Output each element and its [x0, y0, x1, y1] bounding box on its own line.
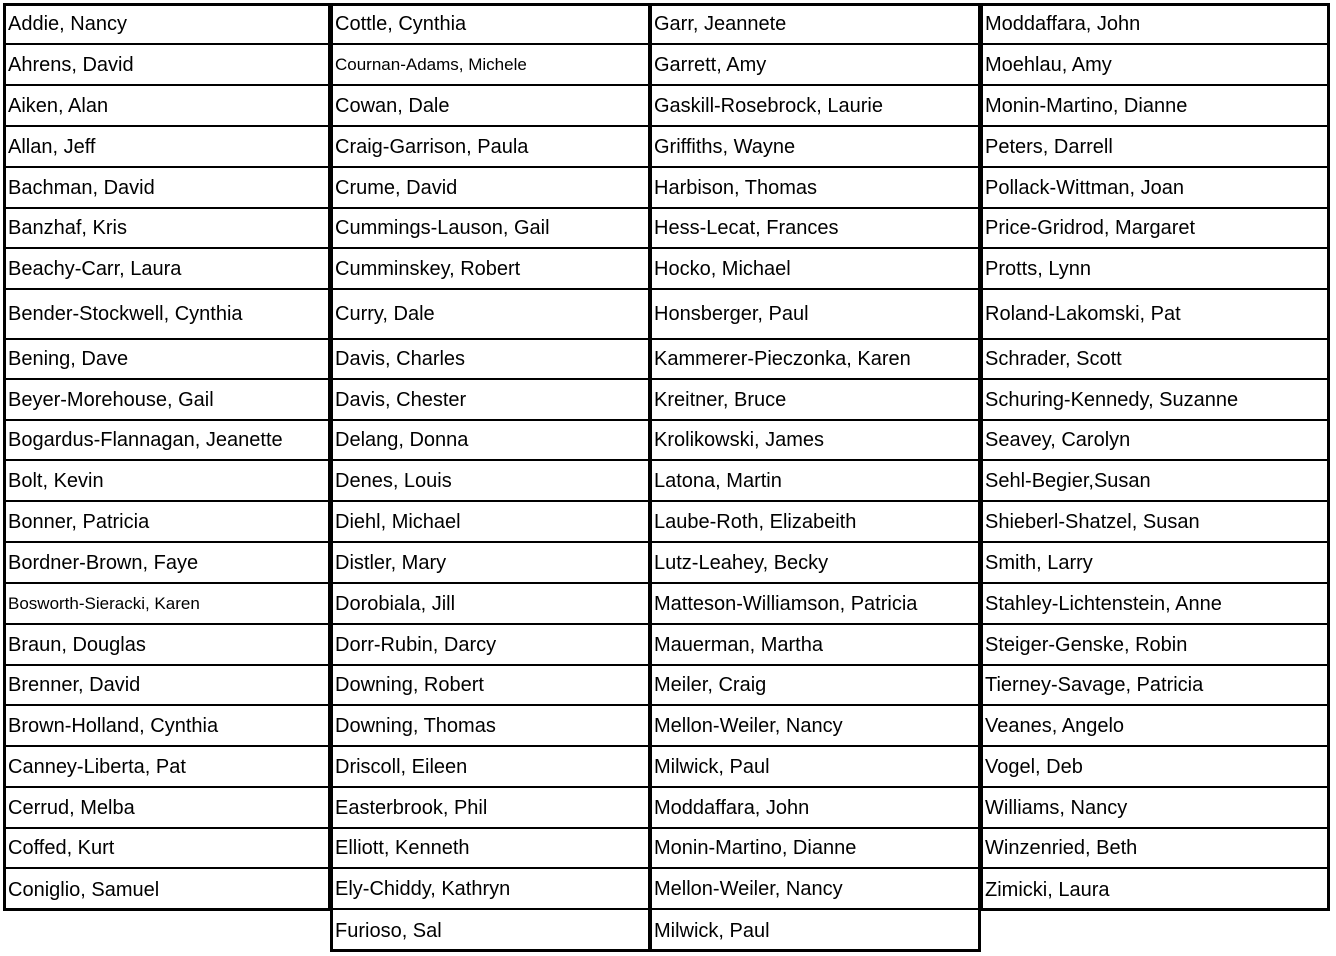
name-cell: Vogel, Deb: [983, 747, 1327, 788]
name-cell: Bening, Dave: [6, 340, 328, 380]
name-column-1: [3, 3, 331, 911]
name-cell: Kreitner, Bruce: [652, 380, 978, 421]
name-cell: Smith, Larry: [983, 543, 1327, 584]
name-cell: Addie, Nancy: [6, 5, 328, 45]
name-cell: Mauerman, Martha: [652, 625, 978, 666]
name-cell: Cowan, Dale: [333, 86, 648, 127]
name-cell: Griffiths, Wayne: [652, 127, 978, 168]
name-cell: Bosworth-Sieracki, Karen: [6, 584, 328, 625]
name-cell: Milwick, Paul: [654, 919, 770, 942]
name-cell: Meiler, Craig: [652, 666, 978, 706]
name-cell: Mellon-Weiler, Nancy: [652, 706, 978, 747]
name-cell: Cumminskey, Robert: [333, 249, 648, 290]
name-cell: Gaskill-Rosebrock, Laurie: [652, 86, 978, 127]
name-cell: Pollack-Wittman, Joan: [983, 168, 1327, 209]
name-cell: Diehl, Michael: [333, 502, 648, 543]
name-cell: Schuring-Kennedy, Suzanne: [983, 380, 1327, 421]
name-cell: Bogardus-Flannagan, Jeanette: [6, 421, 328, 461]
name-cell: Kammerer-Pieczonka, Karen: [652, 340, 978, 380]
name-cell: Cummings-Lauson, Gail: [333, 209, 648, 249]
name-cell: Monin-Martino, Dianne: [652, 829, 978, 869]
name-cell: Brenner, David: [6, 666, 328, 706]
name-cell: Brown-Holland, Cynthia: [6, 706, 328, 747]
name-cell: Dorobiala, Jill: [333, 584, 648, 625]
name-cell: Garrett, Amy: [652, 45, 978, 86]
name-cell: Elliott, Kenneth: [333, 829, 648, 869]
name-cell: Denes, Louis: [333, 461, 648, 502]
name-cell: Tierney-Savage, Patricia: [983, 666, 1327, 706]
name-cell: Honsberger, Paul: [652, 290, 978, 340]
name-cell: Bordner-Brown, Faye: [6, 543, 328, 584]
name-cell: Stahley-Lichtenstein, Anne: [983, 584, 1327, 625]
name-cell: Moehlau, Amy: [983, 45, 1327, 86]
name-cell: Driscoll, Eileen: [333, 747, 648, 788]
name-cell: Beyer-Morehouse, Gail: [6, 380, 328, 421]
name-cell: Price-Gridrod, Margaret: [983, 209, 1327, 249]
name-cell: Steiger-Genske, Robin: [983, 625, 1327, 666]
name-cell: Coffed, Kurt: [6, 829, 328, 869]
name-cell: Ahrens, David: [6, 45, 328, 86]
name-cell: Easterbrook, Phil: [333, 788, 648, 829]
name-cell: Schrader, Scott: [983, 340, 1327, 380]
name-cell: Ely-Chiddy, Kathryn: [333, 869, 648, 910]
name-column-4: [980, 3, 1330, 911]
name-cell: Hess-Lecat, Frances: [652, 209, 978, 249]
name-cell: Bender-Stockwell, Cynthia: [6, 290, 328, 340]
name-column-3: [649, 3, 981, 952]
name-cell: Banzhaf, Kris: [6, 209, 328, 249]
name-cell: Canney-Liberta, Pat: [6, 747, 328, 788]
name-cell: Garr, Jeannete: [652, 5, 978, 45]
name-cell: Moddaffara, John: [652, 788, 978, 829]
name-cell: Coniglio, Samuel: [8, 878, 160, 901]
name-cell: Protts, Lynn: [983, 249, 1327, 290]
name-cell: Cerrud, Melba: [6, 788, 328, 829]
name-cell: Allan, Jeff: [6, 127, 328, 168]
name-cell: Mellon-Weiler, Nancy: [652, 869, 978, 910]
name-cell: Sehl-Begier,Susan: [983, 461, 1327, 502]
name-cell: Laube-Roth, Elizabeith: [652, 502, 978, 543]
name-cell: Shieberl-Shatzel, Susan: [983, 502, 1327, 543]
name-cell: Aiken, Alan: [6, 86, 328, 127]
name-column-2: [330, 3, 651, 952]
name-cell: Cournan-Adams, Michele: [333, 45, 648, 86]
name-cell: Winzenried, Beth: [983, 829, 1327, 869]
name-cell: Furioso, Sal: [335, 919, 442, 942]
name-cell: Bolt, Kevin: [6, 461, 328, 502]
name-cell: Seavey, Carolyn: [983, 421, 1327, 461]
name-cell: Monin-Martino, Dianne: [983, 86, 1327, 127]
name-cell: Downing, Thomas: [333, 706, 648, 747]
name-cell: Krolikowski, James: [652, 421, 978, 461]
name-cell: Moddaffara, John: [983, 5, 1327, 45]
name-cell: Veanes, Angelo: [983, 706, 1327, 747]
name-cell: Roland-Lakomski, Pat: [983, 290, 1327, 340]
name-cell: Davis, Charles: [333, 340, 648, 380]
name-cell: Bachman, David: [6, 168, 328, 209]
name-cell: Zimicki, Laura: [985, 878, 1110, 901]
name-cell: Delang, Donna: [333, 421, 648, 461]
name-cell: Crume, David: [333, 168, 648, 209]
name-cell: Williams, Nancy: [983, 788, 1327, 829]
name-cell: Beachy-Carr, Laura: [6, 249, 328, 290]
name-cell: Lutz-Leahey, Becky: [652, 543, 978, 584]
name-cell: Cottle, Cynthia: [333, 5, 648, 45]
name-cell: Matteson-Williamson, Patricia: [652, 584, 978, 625]
name-cell: Davis, Chester: [333, 380, 648, 421]
name-cell: Braun, Douglas: [6, 625, 328, 666]
name-cell: Downing, Robert: [333, 666, 648, 706]
name-cell: Craig-Garrison, Paula: [333, 127, 648, 168]
name-cell: Peters, Darrell: [983, 127, 1327, 168]
name-cell: Dorr-Rubin, Darcy: [333, 625, 648, 666]
name-cell: Milwick, Paul: [652, 747, 978, 788]
name-cell: Curry, Dale: [333, 290, 648, 340]
name-cell: Harbison, Thomas: [652, 168, 978, 209]
name-cell: Distler, Mary: [333, 543, 648, 584]
name-cell: Latona, Martin: [652, 461, 978, 502]
name-cell: Bonner, Patricia: [6, 502, 328, 543]
name-cell: Hocko, Michael: [652, 249, 978, 290]
